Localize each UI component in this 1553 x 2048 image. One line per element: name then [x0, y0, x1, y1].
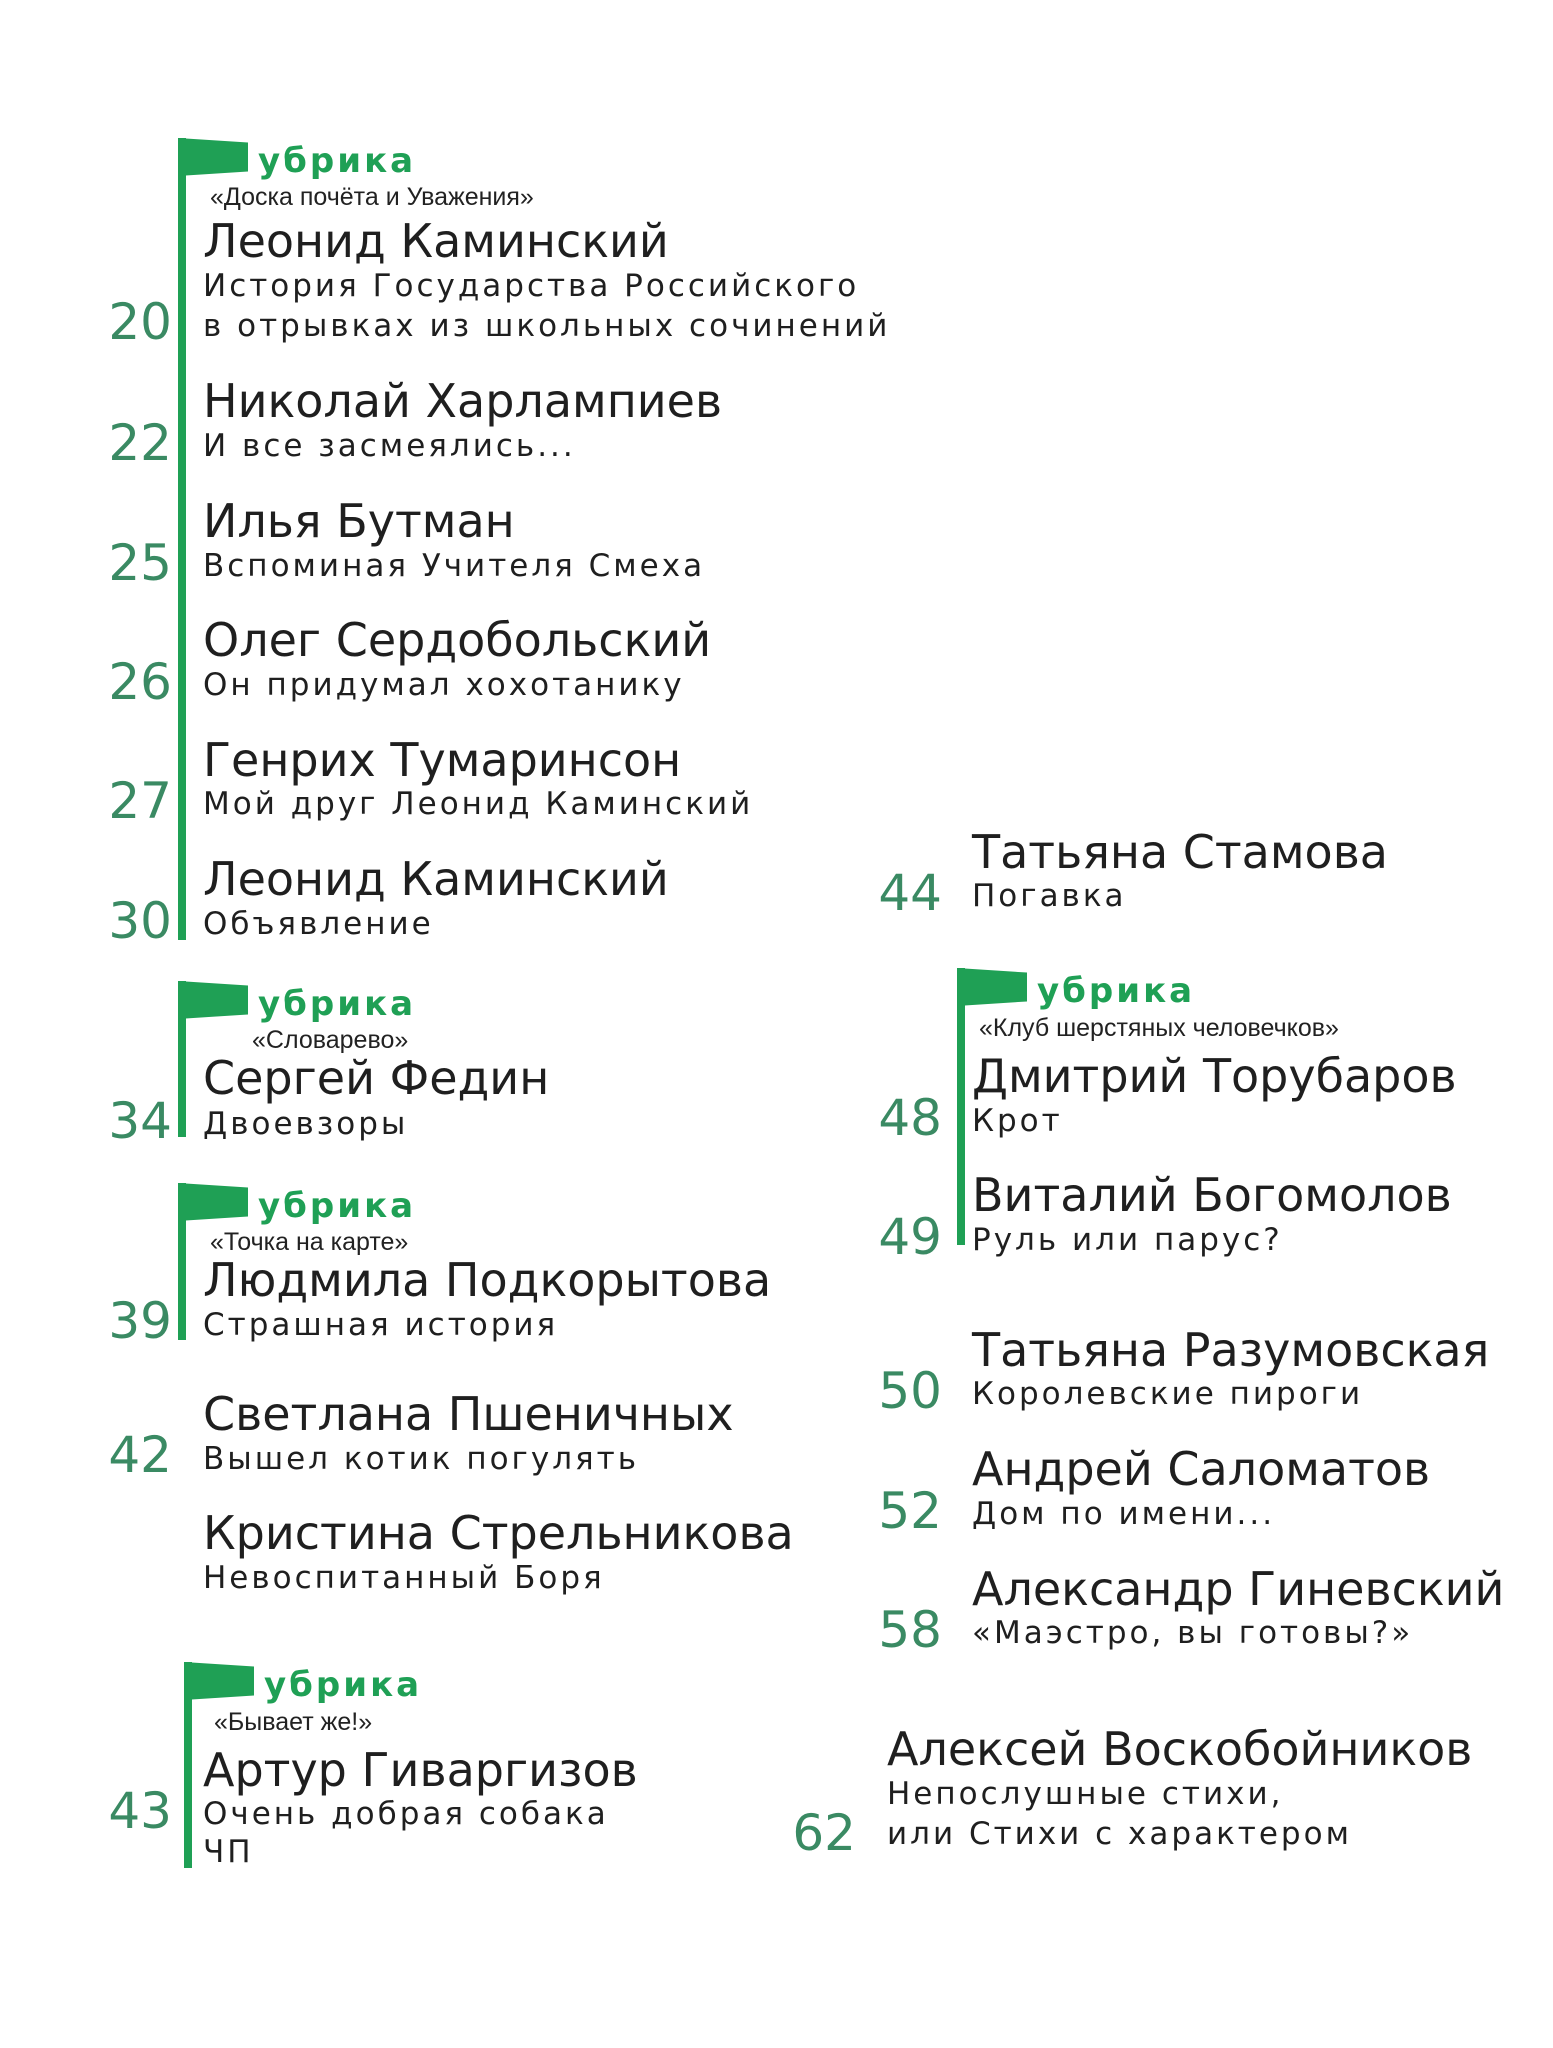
page-number: 20	[108, 293, 172, 351]
flag-icon	[184, 1662, 254, 1700]
entry-author[interactable]: Сергей Федин	[203, 1051, 550, 1105]
entry-title[interactable]: Дом по имени...	[972, 1496, 1276, 1532]
page-number: 34	[108, 1092, 172, 1150]
rubric-subtitle: «Точка на карте»	[210, 1228, 409, 1256]
rubric-subtitle: «Словарево»	[252, 1026, 409, 1054]
rubric-label: убрика	[1037, 971, 1196, 1011]
entry-title[interactable]: Вспоминая Учителя Смеха	[203, 548, 706, 584]
page-number: 58	[878, 1601, 942, 1659]
entry-author[interactable]: Андрей Саломатов	[972, 1442, 1431, 1496]
entry-author[interactable]: Леонид Каминский	[203, 852, 669, 906]
entry-author[interactable]: Артур Гиваргизов	[203, 1743, 638, 1797]
entry-author[interactable]: Татьяна Стамова	[972, 825, 1388, 879]
entry-title[interactable]: Вышел котик погулять	[203, 1441, 639, 1477]
entry-title[interactable]: «Маэстро, вы готовы?»	[972, 1615, 1414, 1651]
entry-title[interactable]: Королевские пироги	[972, 1376, 1364, 1412]
entry-author[interactable]: Татьяна Разумовская	[972, 1323, 1490, 1377]
page-number: 52	[878, 1482, 942, 1540]
rubric-bar	[178, 138, 186, 940]
page-number: 39	[108, 1292, 172, 1350]
page-number: 43	[108, 1782, 172, 1840]
entry-title[interactable]: Невоспитанный Боря	[203, 1560, 605, 1596]
page-number: 30	[108, 892, 172, 950]
entry-title[interactable]: Непослушные стихи,	[887, 1776, 1284, 1812]
rubric-label: убрика	[264, 1665, 423, 1705]
entry-title[interactable]: ЧП	[203, 1834, 254, 1870]
entry-author[interactable]: Илья Бутман	[203, 494, 515, 548]
entry-author[interactable]: Кристина Стрельникова	[203, 1506, 794, 1560]
rubric-subtitle: «Клуб шерстяных человечков»	[979, 1014, 1339, 1042]
rubric-label: убрика	[258, 141, 417, 181]
entry-title[interactable]: Очень добрая собака	[203, 1796, 609, 1832]
page-number: 25	[108, 534, 172, 592]
entry-title[interactable]: И все засмеялись...	[203, 428, 576, 464]
entry-author[interactable]: Александр Гиневский	[972, 1562, 1505, 1616]
entry-title[interactable]: Страшная история	[203, 1307, 559, 1343]
entry-author[interactable]: Николай Харлампиев	[203, 374, 723, 428]
entry-title[interactable]: Погавка	[972, 878, 1127, 914]
entry-author[interactable]: Олег Сердобольский	[203, 613, 712, 667]
entry-title[interactable]: Мой друг Леонид Каминский	[203, 786, 754, 822]
rubric-bar	[957, 968, 965, 1245]
entry-title[interactable]: Он придумал хохотанику	[203, 667, 685, 703]
page-number: 27	[108, 772, 172, 830]
entry-author[interactable]: Алексей Воскобойников	[887, 1722, 1473, 1776]
flag-icon	[178, 1183, 248, 1221]
page-number: 26	[108, 653, 172, 711]
entry-author[interactable]: Светлана Пшеничных	[203, 1387, 734, 1441]
entry-title[interactable]: Руль или парус?	[972, 1222, 1283, 1258]
entry-title[interactable]: в отрывках из школьных сочинений	[203, 308, 891, 344]
page-number: 50	[878, 1362, 942, 1420]
page-number: 62	[792, 1804, 856, 1862]
flag-icon	[178, 138, 248, 176]
rubric-label: убрика	[258, 984, 417, 1024]
rubric-label: убрика	[258, 1186, 417, 1226]
page-number: 49	[878, 1208, 942, 1266]
rubric-subtitle: «Доска почёта и Уважения»	[210, 183, 534, 211]
entry-title[interactable]: Объявление	[203, 906, 434, 942]
entry-title[interactable]: Крот	[972, 1103, 1063, 1139]
entry-title[interactable]: Двоевзоры	[203, 1106, 409, 1142]
entry-author[interactable]: Людмила Подкорытова	[203, 1253, 772, 1307]
entry-author[interactable]: Генрих Тумаринсон	[203, 733, 682, 787]
entry-author[interactable]: Виталий Богомолов	[972, 1168, 1452, 1222]
entry-title[interactable]: История Государства Российского	[203, 268, 860, 304]
rubric-subtitle: «Бывает же!»	[214, 1708, 373, 1736]
page-number: 42	[108, 1426, 172, 1484]
entry-author[interactable]: Дмитрий Торубаров	[972, 1049, 1457, 1103]
flag-icon	[957, 968, 1027, 1006]
page-number: 44	[878, 864, 942, 922]
flag-icon	[178, 981, 248, 1019]
entry-title[interactable]: или Стихи с характером	[887, 1816, 1352, 1852]
page-number: 22	[108, 414, 172, 472]
page-number: 48	[878, 1089, 942, 1147]
entry-author[interactable]: Леонид Каминский	[203, 214, 669, 268]
